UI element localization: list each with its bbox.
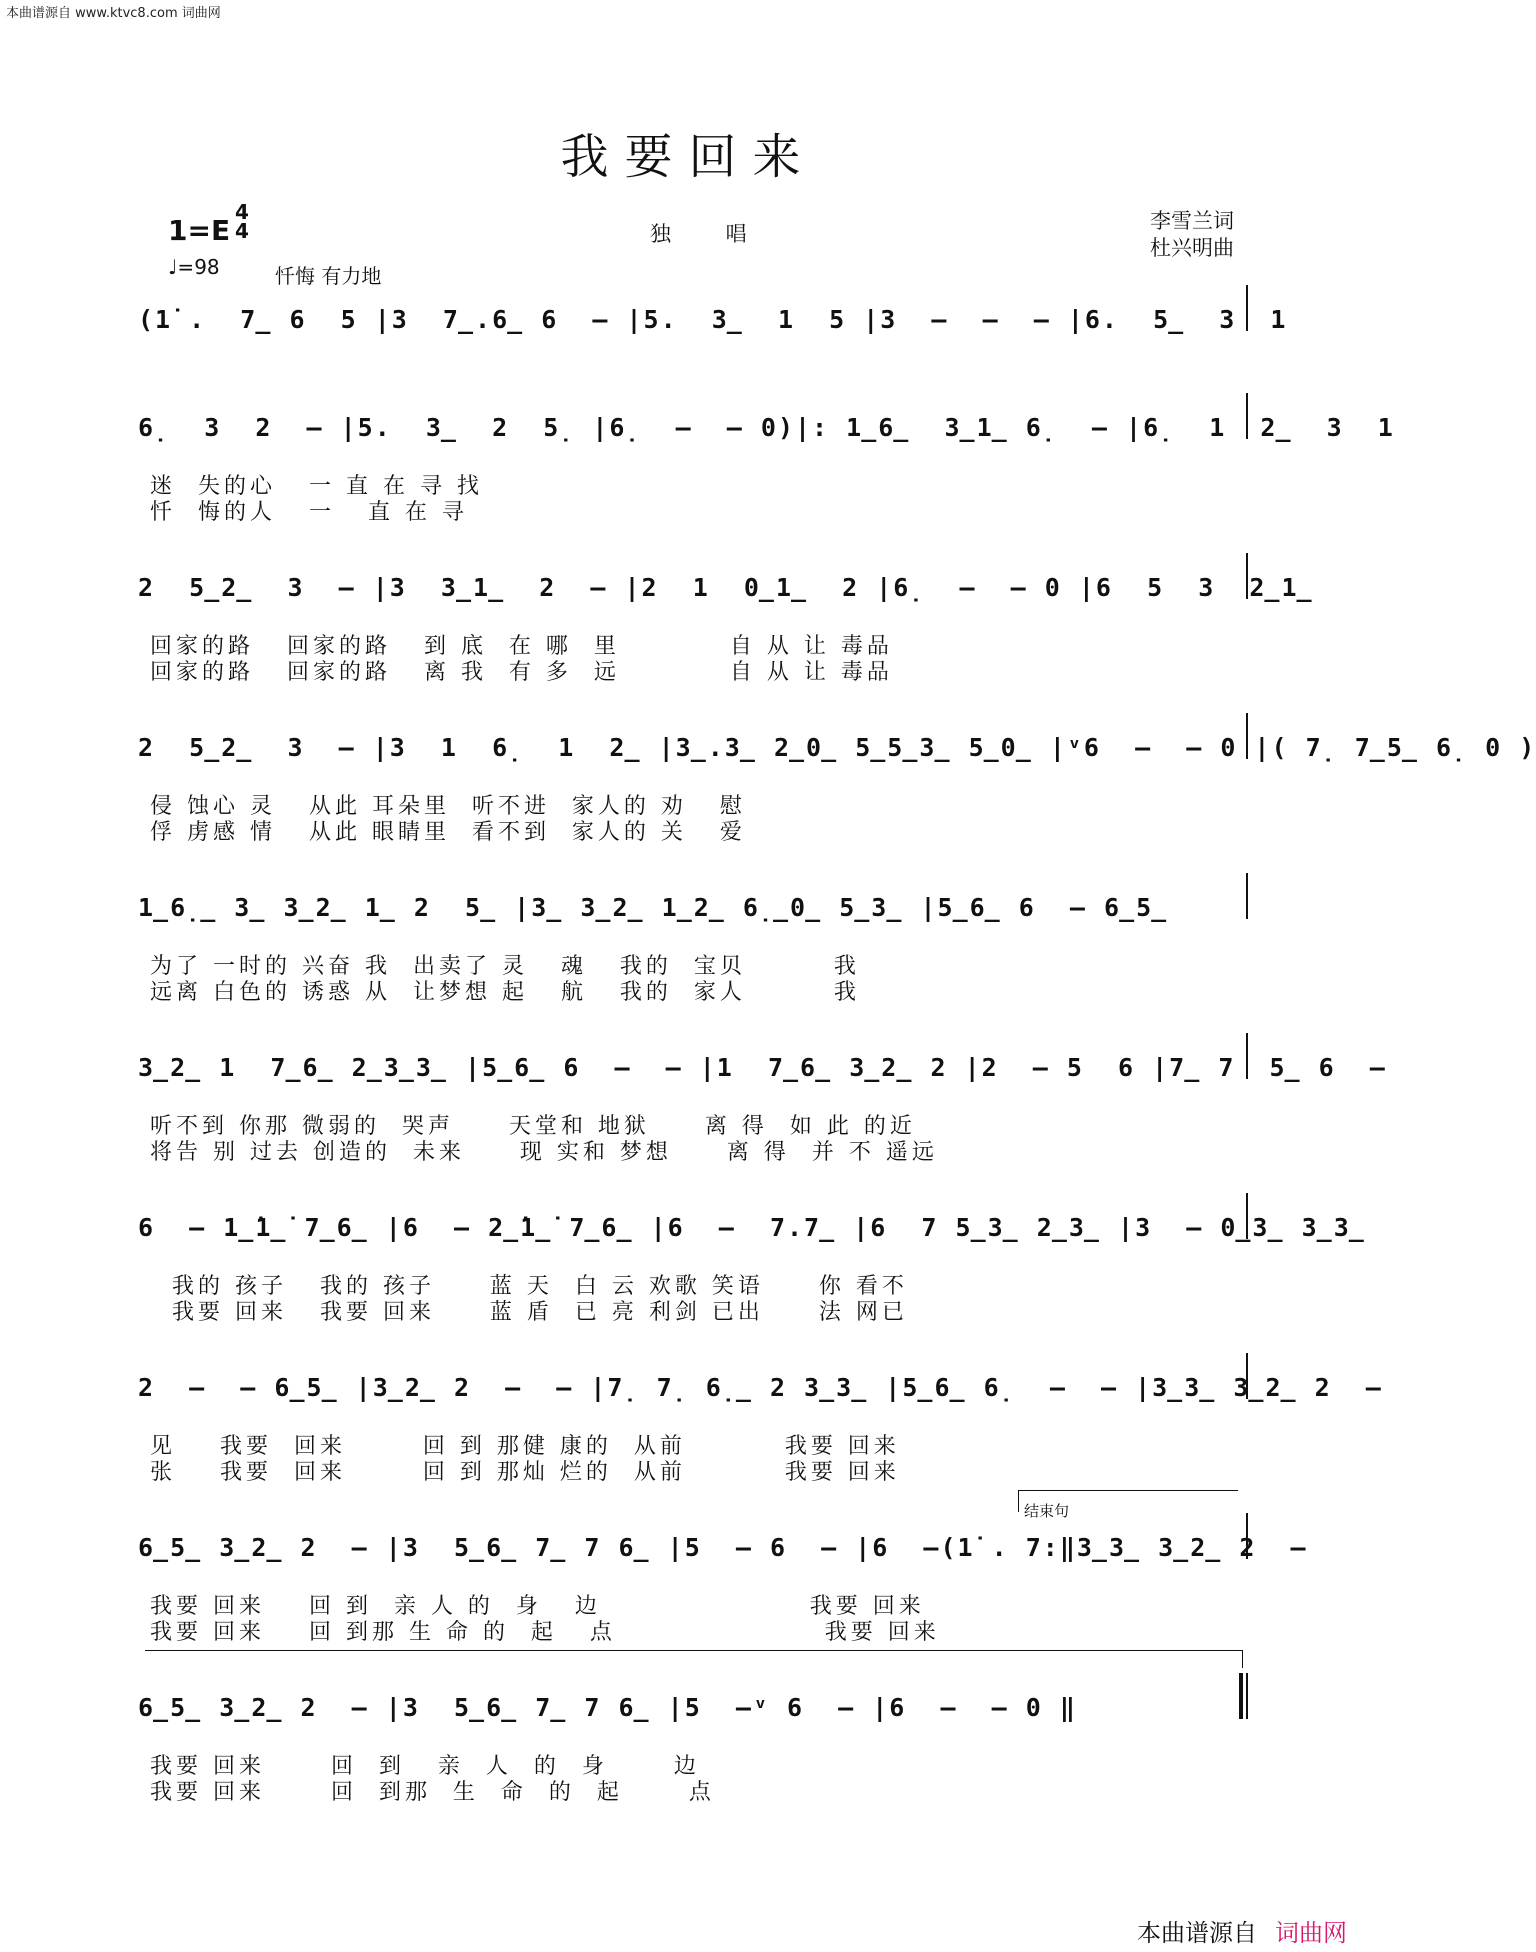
credits [1150, 208, 1234, 262]
notation-line [0, 893, 1377, 939]
source-watermark-bottom-accent: 词曲网 [1275, 1919, 1347, 1947]
source-watermark-top: 本曲谱源自 www.ktvc8.com 词曲网 [6, 6, 221, 21]
lyric-verse-1: 我要 回来 回 到 亲 人 的 身 边 [150, 1754, 700, 1779]
lyric-verse-2: 张 我要 回来 回 到 那灿 烂的 从前 我要 回来 [150, 1460, 900, 1485]
time-signature [235, 200, 249, 243]
notation-line [0, 1213, 1377, 1259]
notation-text: 2 5̲2̲ 3 – |3 3̲1̲ 2 – |2 1 0̲1̲ 2 |6̣ – – 0 |6 5 3 2̲1̲ [138, 573, 1314, 602]
notation-line [0, 1053, 1387, 1099]
notation-text: 2 – – 6̲5̲ |3̲2̲ 2 – – |7̣ 7̣ 6̣̲ 2 3̲3̲ |5̲6̲ 6̣ – – |3̲3̲ 3̲2̲ 2 – [138, 1373, 1383, 1402]
lyric-verse-2: 将告 别 过去 创造的 未来 现 实和 梦想 离 得 并 不 遥远 [150, 1140, 938, 1165]
lyric-verse-2: 我要 回来 回 到那 生 命 的 起 点 我要 回来 [150, 1620, 940, 1645]
performance-type: 独 唱 [650, 222, 771, 246]
notation-text: 6̲5̲ 3̲2̲ 2 – |3 5̲6̲ 7̲ 7 6̲ |5 –ᵛ 6 – |6 – – 0 ‖ [138, 1693, 1077, 1722]
notation-line [0, 305, 1377, 351]
lyric-verse-2: 回家的路 回家的路 离 我 有 多 远 自 从 让 毒品 [150, 660, 893, 685]
key-signature: 1=E [168, 214, 231, 247]
notation-text: 3̲2̲ 1 7̲6̲ 2̲3̲3̲ |5̲6̲ 6 – – |1 7̲6̲ 3̲2̲ 2 |2 – 5 6 |7̲ 7 5̲ 6 – [138, 1053, 1387, 1082]
notation-text: 1̲6̣̲ 3̲ 3̲2̲ 1̲ 2 5̲ |3̲ 3̲2̲ 1̲2̲ 6̣̲0̲ 5̲3̲ |5̲6̲ 6 – 6̲5̲ [138, 893, 1169, 922]
notation-text: 6̲5̲ 3̲2̲ 2 – |3 5̲6̲ 7̲ 7 6̲ |5 – 6 – |6 –(1̇ . 7:‖3̲3̲ 3̲2̲ 2 – [138, 1533, 1308, 1562]
lyric-verse-2: 远离 白色的 诱惑 从 让梦想 起 航 我的 家人 我 [150, 980, 860, 1005]
notation-line [0, 1373, 1383, 1419]
lyric-verse-1: 听不到 你那 微弱的 哭声 天堂和 地狱 离 得 如 此 的近 [150, 1114, 916, 1139]
lyric-verse-2: 我要 回来 回 到那 生 命 的 起 点 [150, 1780, 715, 1805]
coda-bracket-edge [1018, 1490, 1019, 1512]
lyric-verse-2: 我要 回来 我要 回来 蓝 盾 已 亮 利剑 已出 法 网已 [150, 1300, 908, 1325]
time-signature-top: 4 [235, 200, 249, 224]
notation-text: 6 – 1̲̇1̲̇ 7̲6̲ |6 – 2̲̇1̲̇ 7̲6̲ |6 – 7.7̲ |6 7 5̲3̲ 2̲3̲ |3 – 0̲3̲ 3̲3̲ [138, 1213, 1366, 1242]
lyric-verse-1: 迷 失的心 一 直 在 寻 找 [150, 474, 483, 499]
notation-line [0, 413, 1395, 459]
notation-line [0, 733, 1536, 779]
expression-mark: 忏悔 有力地 [275, 264, 382, 288]
notation-text: (1̇ . 7̲ 6 5 |3 7̲.6̲ 6 – |5. 3̲ 1 5 |3 – – – |6. 5̲ 3 1 [138, 305, 1288, 334]
coda-label: 结束句 [1024, 1502, 1070, 1520]
notation-line [0, 573, 1377, 619]
source-watermark-bottom-text: 本曲谱源自 [1137, 1919, 1257, 1947]
ending-bracket-edge [1242, 1650, 1243, 1668]
composer: 杜兴明曲 [1150, 236, 1234, 260]
tempo-mark: ♩=98 [168, 255, 220, 279]
coda-bracket [1018, 1490, 1238, 1491]
ending-bracket [145, 1650, 1243, 1651]
lyric-verse-1: 我的 孩子 我的 孩子 蓝 天 白 云 欢歌 笑语 你 看不 [150, 1274, 908, 1299]
lyric-verse-2: 忏 悔的人 一 直 在 寻 [150, 500, 468, 525]
notation-line [0, 1693, 1377, 1739]
lyricist: 李雪兰词 [1150, 209, 1234, 233]
notation-line [0, 1533, 1377, 1579]
lyric-verse-1: 为了 一时的 兴奋 我 出卖了 灵 魂 我的 宝贝 我 [150, 954, 860, 979]
lyric-verse-1: 我要 回来 回 到 亲 人 的 身 边 我要 回来 [150, 1594, 925, 1619]
song-title: 我要回来 [560, 129, 817, 185]
notation-text: 6̣ 3 2 – |5. 3̲ 2 5̣ |6̣ – – 0)|: 1̲6̲ 3̲1̲ 6̣ – |6̣ 1 2̲ 3 1 [138, 413, 1395, 442]
lyric-verse-2: 俘 虏感 情 从此 眼睛里 看不到 家人的 关 爱 [150, 820, 746, 845]
lyric-verse-1: 侵 蚀心 灵 从此 耳朵里 听不进 家人的 劝 慰 [150, 794, 746, 819]
time-signature-bottom: 4 [235, 219, 249, 243]
source-watermark-bottom [1137, 1913, 1347, 1948]
lyric-verse-1: 见 我要 回来 回 到 那健 康的 从前 我要 回来 [150, 1434, 900, 1459]
notation-text: 2 5̲2̲ 3 – |3 1 6̣ 1 2̲ |3̲.3̲ 2̲0̲ 5̲5̲3̲ 5̲0̲ |ᵛ6 – – 0 |( 7̣ 7̲5̲ 6̣ 0 ) [138, 733, 1536, 762]
lyric-verse-1: 回家的路 回家的路 到 底 在 哪 里 自 从 让 毒品 [150, 634, 893, 659]
